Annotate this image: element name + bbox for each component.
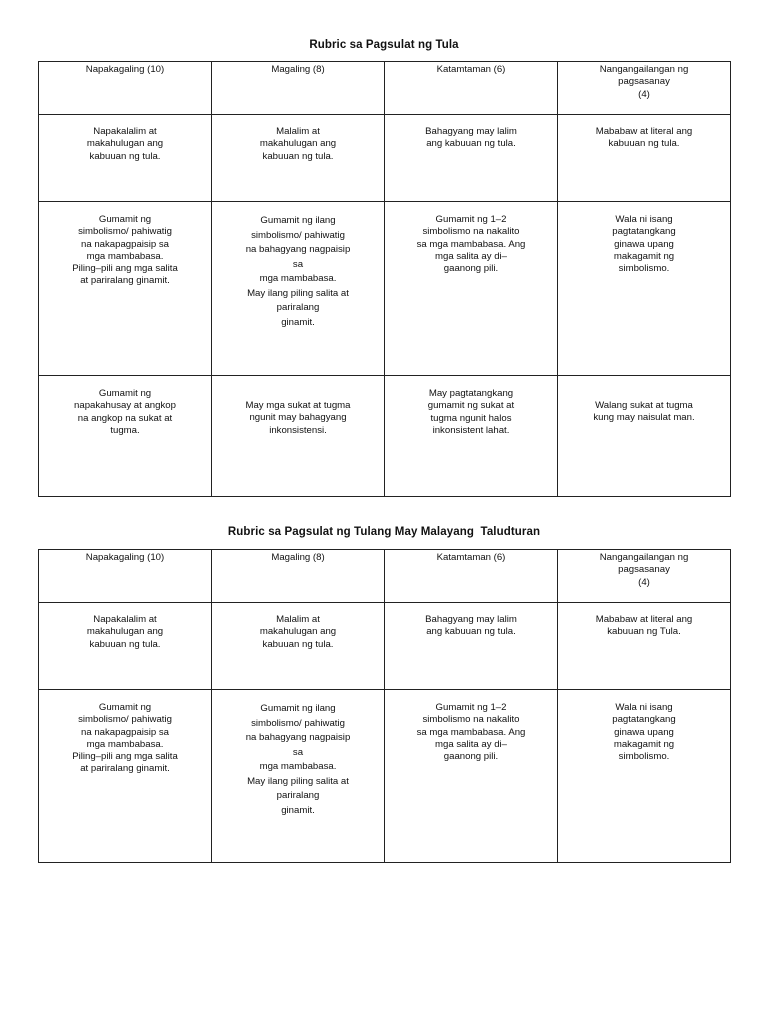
table-cell: Gumamit ng simbolismo/ pahiwatig na nakapagpaisip sa mga mambabasa. Piling–pili ang mga salita at pariralang ginamit. (39, 690, 212, 863)
table-cell: Bahagyang may lalim ang kabuuan ng tula. (385, 603, 558, 690)
table-cell: Gumamit ng 1–2 simbolismo na nakalito sa mga mambabasa. Ang mga salita ay di– gaanong pili. (385, 690, 558, 863)
table-cell: Wala ni isang pagtatangkang ginawa upang makagamit ng simbolismo. (558, 202, 731, 376)
table-cell: Gumamit ng ilang simbolismo/ pahiwatig na bahagyang nagpaisip sa mga mambabasa. May ilang piling salita at pariralang ginamit. (212, 202, 385, 376)
table-cell: Napakalalim at makahulugan ang kabuuan ng tula. (39, 603, 212, 690)
table-header-row (39, 62, 731, 115)
header-cell: Magaling (8) (212, 550, 385, 603)
rubric-title-malayang-taludturan: Rubric sa Pagsulat ng Tulang May Malayang Taludturan (227, 526, 541, 538)
table-cell: Malalim at makahulugan ang kabuuan ng tula. (212, 115, 385, 202)
table-cell: Napakalalim at makahulugan ang kabuuan ng tula. (39, 115, 212, 202)
table-cell: Gumamit ng napakahusay at angkop na angkop na sukat at tugma. (39, 376, 212, 497)
table-row (39, 202, 731, 376)
table-cell: May pagtatangkang gumamit ng sukat at tugma ngunit halos inkonsistent lahat. (385, 376, 558, 497)
table-row (39, 376, 731, 497)
table-header-row (39, 550, 731, 603)
header-cell: Napakagaling (10) (39, 550, 212, 603)
table-row (39, 690, 731, 863)
table-cell: Wala ni isang pagtatangkang ginawa upang makagamit ng simbolismo. (558, 690, 731, 863)
table-cell: Mababaw at literal ang kabuuan ng Tula. (558, 603, 731, 690)
table-cell: Gumamit ng ilang simbolismo/ pahiwatig na bahagyang nagpaisip sa mga mambabasa. May ilang piling salita at pariralang ginamit. (212, 690, 385, 863)
header-cell: Nangangailangan ng pagsasanay (4) (558, 550, 731, 603)
header-cell: Magaling (8) (212, 62, 385, 115)
header-cell: Napakagaling (10) (39, 62, 212, 115)
table-cell: Gumamit ng 1–2 simbolismo na nakalito sa mga mambabasa. Ang mga salita ay di– gaanong pili. (385, 202, 558, 376)
table-cell: Gumamit ng simbolismo/ pahiwatig na nakapagpaisip sa mga mambabasa. Piling–pili ang mga salita at pariralang ginamit. (39, 202, 212, 376)
rubric-title-tula: Rubric sa Pagsulat ng Tula (309, 39, 459, 51)
table-cell: Malalim at makahulugan ang kabuuan ng tula. (212, 603, 385, 690)
rubric-table-tula (38, 61, 731, 497)
header-cell: Nangangailangan ng pagsasanay (4) (558, 62, 731, 115)
header-cell: Katamtaman (6) (385, 62, 558, 115)
table-cell: Bahagyang may lalim ang kabuuan ng tula. (385, 115, 558, 202)
table-cell: Mababaw at literal ang kabuuan ng tula. (558, 115, 731, 202)
table-row (39, 115, 731, 202)
table-cell: May mga sukat at tugma ngunit may bahagyang inkonsistensi. (212, 376, 385, 497)
table-row (39, 603, 731, 690)
table-cell: Walang sukat at tugma kung may naisulat man. (558, 376, 731, 497)
rubric-table-malayang-taludturan (38, 549, 731, 863)
header-cell: Katamtaman (6) (385, 550, 558, 603)
